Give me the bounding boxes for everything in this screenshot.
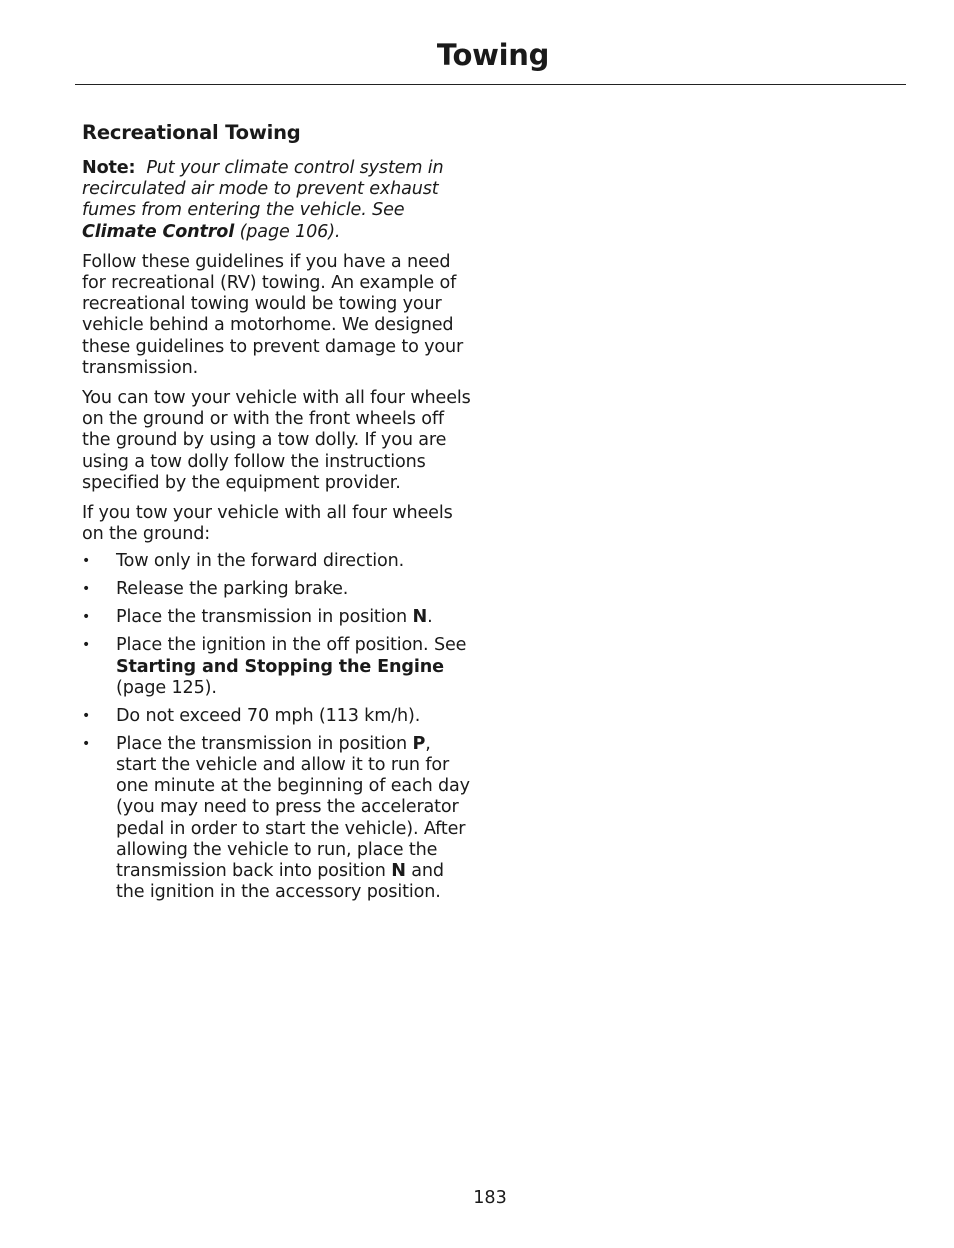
starting-stopping-engine-link[interactable]: Starting and Stopping the Engine xyxy=(116,656,444,677)
list-item-text: Release the parking brake. xyxy=(116,579,349,600)
bullet-icon: • xyxy=(82,609,91,626)
list-item xyxy=(82,734,474,904)
header-divider xyxy=(75,84,906,85)
gear-position-n: N xyxy=(391,861,406,882)
gear-position-p: P xyxy=(412,733,426,754)
list-item-text: Tow only in the forward direction. xyxy=(116,551,405,572)
page-header xyxy=(75,36,906,74)
paragraph-tow-options: You can tow your vehicle with all four wheels on the ground or with the front wheels off the ground by using a tow dolly. If you are using a tow dolly follow the instructions specified by the equipment provider. xyxy=(82,388,471,493)
paragraph-intro: Follow these guidelines if you have a need for recreational (RV) towing. An example of recreational towing would be towing your vehicle behind a motorhome. We designed these guidelines to prevent damage to your transmission. xyxy=(82,251,464,378)
list-item xyxy=(82,607,474,628)
note-text: Put your climate control system in recirculated air mode to prevent exhaust fumes from entering the vehicle. See xyxy=(82,158,444,221)
list-item-text: Place the ignition in the off position. See xyxy=(116,635,467,656)
bullet-icon: • xyxy=(82,707,91,724)
section-heading: Recreational Towing xyxy=(82,121,301,144)
note-label: Note: xyxy=(82,158,136,178)
list-item xyxy=(82,635,474,699)
list-item-punctuation: . xyxy=(427,607,433,628)
bullet-icon: • xyxy=(82,553,91,570)
towing-guidelines-list xyxy=(82,551,474,903)
list-item-text: Place the transmission in position xyxy=(116,733,408,754)
note-paragraph xyxy=(82,158,474,243)
list-item-text: Place the transmission in position xyxy=(116,607,408,628)
paragraph-four-wheels: If you tow your vehicle with all four wheels on the ground: xyxy=(82,503,453,545)
list-item-text: , start the vehicle and allow it to run for one minute at the beginning of each day (you may need to press the accelerator pedal in order to start the vehicle). After allowing the vehicle to run, place the transmission back into position xyxy=(116,733,470,882)
list-item-text: Do not exceed 70 mph (113 km/h). xyxy=(116,705,421,726)
page-number: 183 xyxy=(473,1188,507,1208)
page-title: Towing xyxy=(436,38,550,72)
bullet-icon: • xyxy=(82,735,91,752)
gear-position-n: N xyxy=(412,607,428,628)
main-content xyxy=(82,120,474,910)
list-item-text: and the ignition in the accessory position. xyxy=(116,861,444,903)
list-item xyxy=(82,579,474,600)
list-item-page-ref: (page 125). xyxy=(116,677,217,698)
list-item xyxy=(82,551,474,572)
climate-control-link[interactable]: Climate Control xyxy=(82,221,235,242)
bullet-icon: • xyxy=(82,581,91,598)
list-item xyxy=(82,706,474,727)
bullet-icon: • xyxy=(82,637,91,654)
note-page-ref: (page 106). xyxy=(239,221,341,242)
